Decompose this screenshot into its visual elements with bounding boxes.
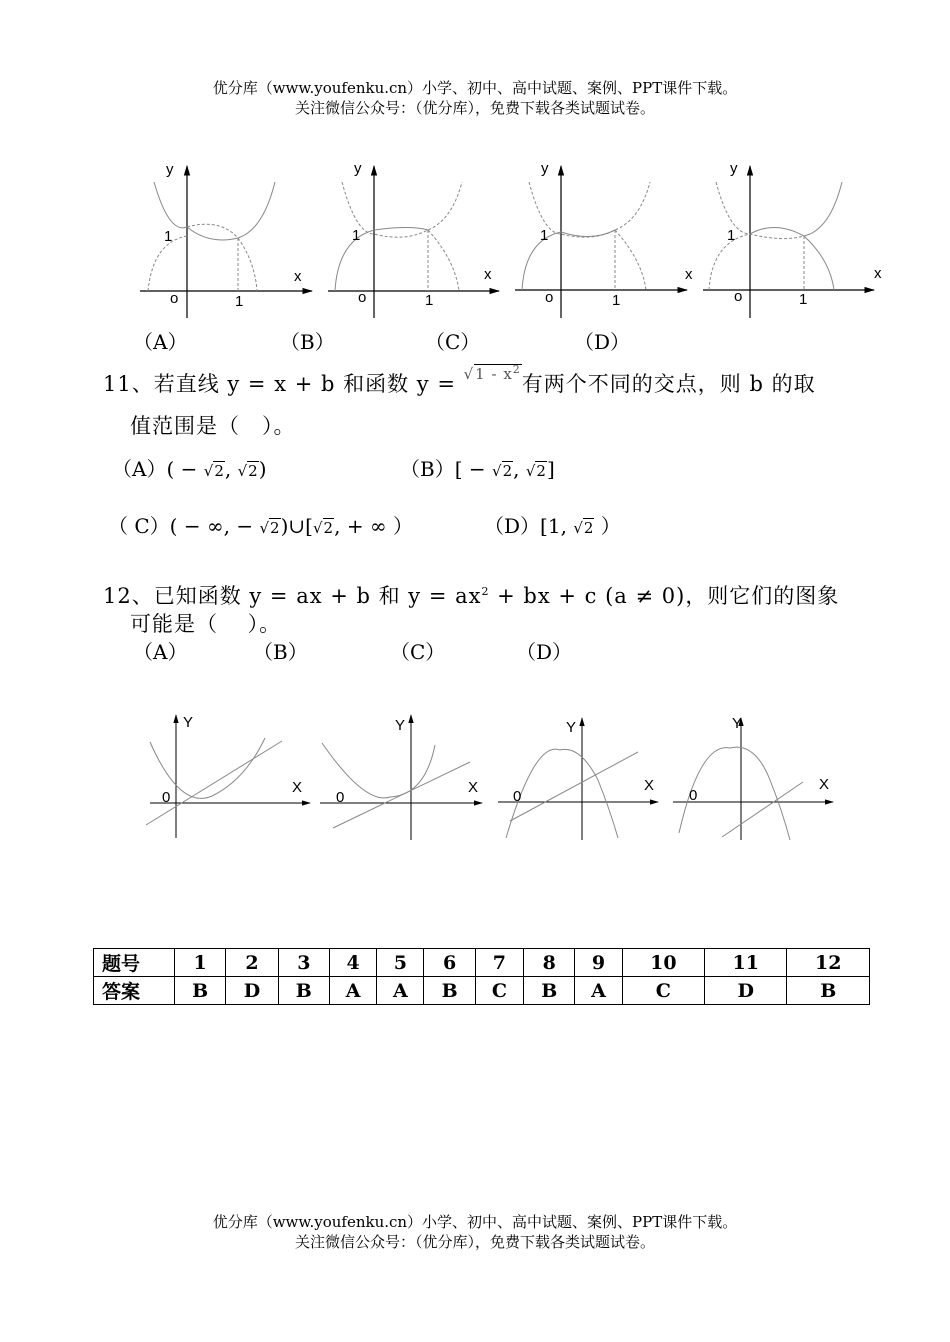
tick-1-x: 1 — [799, 291, 808, 308]
line — [333, 762, 470, 828]
curve-right-dashed — [428, 230, 459, 291]
tick-1-y: 1 — [352, 227, 361, 244]
q12-stem-part2: + bx + c (a ≠ 0)，则它们的图象 — [489, 584, 840, 608]
curve-right-solid — [804, 236, 834, 290]
q12-stem-part1: 12、已知函数 y = ax + b 和 y = ax — [103, 584, 482, 608]
line — [510, 752, 638, 821]
infinity: ∞ — [369, 514, 387, 538]
answer-cell: C — [475, 977, 523, 1005]
y-label: y — [541, 160, 549, 177]
line — [722, 782, 803, 837]
q12-label-a: （A） — [133, 640, 188, 664]
q11-stem-part1: 11、若直线 y = x + b 和函数 y = — [103, 372, 464, 396]
answer-table — [93, 948, 870, 1005]
question-number: 6 — [424, 949, 475, 977]
infinity: ∞ — [206, 514, 224, 538]
q12-stem-line2: 可能是（ ）。 — [130, 612, 282, 636]
q11-option-a-label: （A） — [112, 457, 167, 481]
q10-label-d: （D） — [574, 330, 631, 354]
answer-table-answer-row — [94, 977, 870, 1005]
page-footer-line-1: 优分库（www.youfenku.cn）小学、初中、高中试题、案例、PPT课件下载。 — [212, 1213, 738, 1231]
q11-option-d-label: （D） — [484, 514, 541, 538]
answer-cell: B — [278, 977, 329, 1005]
q11-sqrt-radicand: 1 - x — [475, 365, 513, 383]
answer-table-number-row — [94, 949, 870, 977]
curve-arc-dashed — [187, 224, 238, 238]
line — [146, 741, 282, 825]
origin-label: 0 — [689, 787, 698, 804]
curve-right-dashed — [615, 230, 646, 290]
page-header-line-1: 优分库（www.youfenku.cn）小学、初中、高中试题、案例、PPT课件下载。 — [212, 79, 738, 97]
minus-sign: − — [468, 457, 486, 481]
q10-label-a: （A） — [133, 330, 188, 354]
x-label: X — [819, 776, 830, 793]
y-label: y — [354, 160, 362, 177]
x-label-c: x — [685, 266, 693, 283]
x-label: X — [468, 779, 479, 796]
q11-option-b-label: （B） — [400, 457, 455, 481]
q10-label-c: （C） — [425, 330, 481, 354]
curve-upper-left — [154, 182, 187, 228]
q12-graph-c — [498, 718, 658, 840]
q11-option-c: （ C）( − ∞, − √2)∪[√2, + ∞ ） — [108, 514, 413, 538]
minus-sign: − — [183, 514, 201, 538]
q10-graph-d — [703, 160, 882, 318]
y-label: y — [166, 161, 174, 178]
question-number: 1 — [175, 949, 226, 977]
question-number: 4 — [329, 949, 376, 977]
origin-label: o — [545, 289, 554, 306]
y-label: y — [730, 160, 738, 177]
q10-graph-b — [328, 160, 499, 318]
tick-1-x: 1 — [425, 292, 434, 309]
question-number: 7 — [475, 949, 523, 977]
answer-cell: C — [622, 977, 704, 1005]
q12-graph-d — [673, 715, 833, 840]
minus-sign: − — [180, 457, 198, 481]
q12-label-d: （D） — [516, 640, 573, 664]
q11-stem — [103, 363, 816, 398]
tick-1-x: 1 — [235, 293, 244, 310]
x-label: X — [644, 777, 655, 794]
question-number: 10 — [622, 949, 704, 977]
q12-graph-a — [146, 714, 310, 838]
answer-cell: B — [424, 977, 475, 1005]
x-label: x — [294, 268, 302, 285]
y-label: Y — [732, 715, 743, 732]
curve-semicircle-solid — [335, 228, 428, 292]
q11-sqrt-exponent: 2 — [512, 363, 521, 376]
q11-option-a: （A）( − √2, √2) — [112, 457, 267, 481]
tick-1-y: 1 — [540, 227, 549, 244]
answer-cell: A — [377, 977, 424, 1005]
one-comma: 1, — [547, 514, 567, 538]
union-sign: ∪ — [288, 514, 306, 538]
q12-graphs — [0, 700, 950, 850]
answer-cell: B — [787, 977, 870, 1005]
answer-cell: D — [705, 977, 787, 1005]
question-number: 8 — [524, 949, 575, 977]
question-number: 12 — [787, 949, 870, 977]
q10-graph-a — [140, 161, 312, 318]
page-header-line-2: 关注微信公众号：（优分库），免费下载各类试题试卷。 — [294, 99, 655, 117]
q12-graph-b — [320, 715, 482, 840]
curve-right-dashed — [238, 238, 257, 291]
x-label: X — [292, 779, 303, 796]
answer-cell: B — [524, 977, 575, 1005]
q10-graphs — [0, 150, 950, 330]
tick-1-y: 1 — [727, 227, 736, 244]
sqrt2: √2 — [237, 462, 258, 480]
q10-label-b: （B） — [280, 330, 335, 354]
question-number-header: 题号 — [94, 949, 175, 977]
answer-header: 答案 — [94, 977, 175, 1005]
origin-label: o — [358, 289, 367, 306]
minus-sign: − — [236, 514, 254, 538]
origin-label: 0 — [336, 789, 345, 806]
x-label: x — [874, 265, 882, 282]
sqrt2: √2 — [312, 519, 334, 537]
answer-cell: D — [226, 977, 278, 1005]
q11-option-d: （D）[1, √2 ） — [484, 514, 621, 538]
tick-1-x: 1 — [612, 292, 621, 309]
parabola — [506, 749, 618, 838]
question-number: 11 — [705, 949, 787, 977]
sqrt2: √2 — [573, 519, 594, 537]
origin-label: 0 — [162, 789, 171, 806]
curve-solid — [522, 230, 615, 290]
y-label: Y — [395, 717, 406, 734]
question-number: 9 — [575, 949, 622, 977]
curve-upper-solid — [750, 182, 842, 236]
tick-1-y: 1 — [164, 228, 173, 245]
x-label: x — [484, 266, 492, 283]
y-label: Y — [566, 719, 577, 736]
q12-stem — [103, 580, 839, 610]
origin-label: 0 — [513, 788, 522, 805]
plus-sign: + — [346, 514, 364, 538]
q12-label-b: （B） — [253, 640, 308, 664]
q10-graph-c — [515, 160, 687, 318]
q12-label-c: （C） — [390, 640, 446, 664]
answer-cell: B — [175, 977, 226, 1005]
q11-option-b: （B）[ − √2, √2] — [400, 457, 555, 481]
y-label: Y — [183, 714, 194, 731]
page-footer-line-2: 关注微信公众号：（优分库），免费下载各类试题试卷。 — [294, 1233, 655, 1251]
sqrt2: √2 — [492, 462, 513, 480]
answer-cell: A — [329, 977, 376, 1005]
question-number: 3 — [278, 949, 329, 977]
answer-cell: A — [575, 977, 622, 1005]
sqrt2: √2 — [259, 519, 280, 537]
origin-label: o — [734, 288, 743, 305]
sqrt2: √2 — [525, 462, 546, 480]
question-number: 2 — [226, 949, 278, 977]
q11-option-c-label: （ C） — [108, 514, 170, 538]
sqrt2: √2 — [203, 462, 224, 480]
q11-stem-part2: 有两个不同的交点，则 b 的取 — [521, 372, 816, 396]
q11-stem-line2: 值范围是（ ）。 — [130, 414, 296, 438]
origin-label: o — [170, 290, 179, 307]
q11-sqrt-expression: √1 - x2 — [463, 363, 521, 383]
q12-stem-exponent: 2 — [481, 585, 490, 598]
question-number: 5 — [377, 949, 424, 977]
